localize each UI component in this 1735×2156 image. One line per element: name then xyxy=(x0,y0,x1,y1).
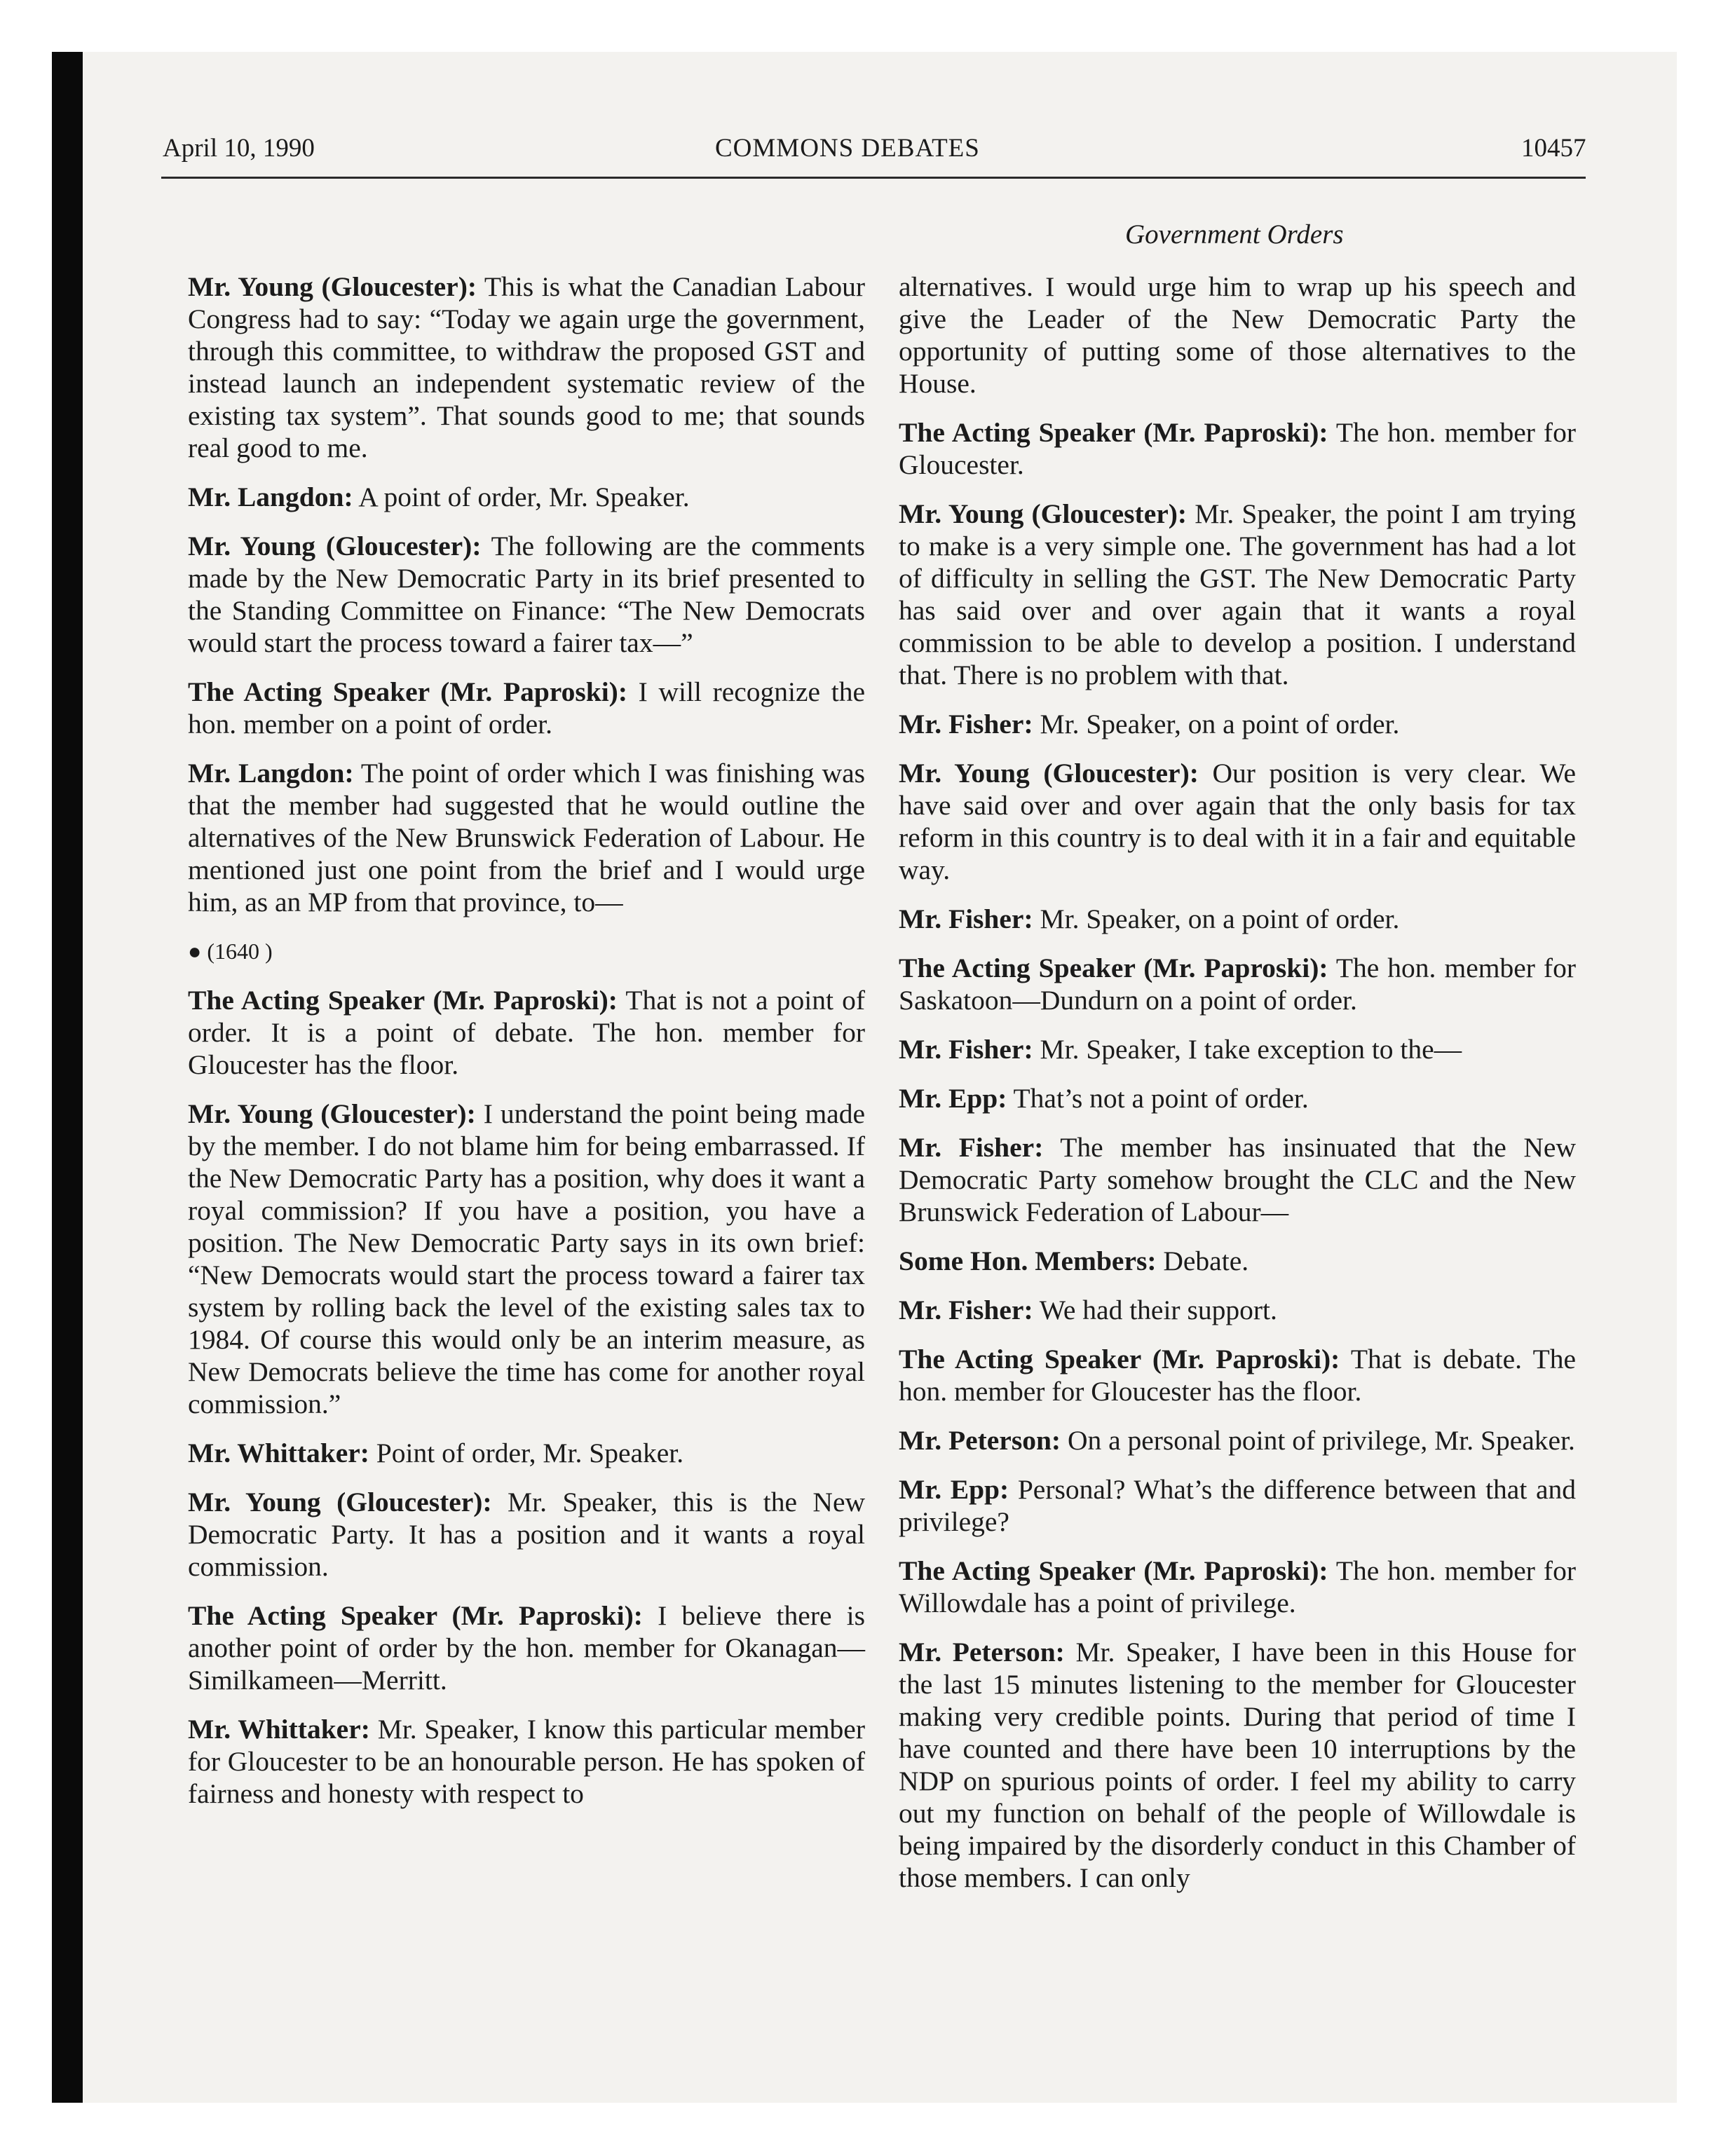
speech-text: The member has insinuated that the New Democratic Party somehow brought the CLC and the New Brunswick Federation of Labour— xyxy=(899,1132,1576,1227)
header-title: COMMONS DEBATES xyxy=(715,134,980,163)
speech-text: alternatives. I would urge him to wrap up his speech and give the Leader of the New Democratic Party the opportunity of putting some of those alternatives to the House. xyxy=(899,271,1576,399)
speaker-name: Mr. Epp: xyxy=(899,1474,1009,1505)
speech-text: Mr. Speaker, I know this particular member for Gloucester to be an honourable person. He has spoken of fairness and honesty with respect to xyxy=(188,1714,865,1809)
speaker-name: Mr. Langdon: xyxy=(188,482,353,512)
left-column xyxy=(188,271,865,1827)
speech-text: Personal? What’s the difference between that and privilege? xyxy=(899,1474,1577,1537)
speech-paragraph xyxy=(188,1098,865,1420)
speech-paragraph xyxy=(899,1555,1576,1619)
speech-paragraph xyxy=(188,676,865,740)
speech-text: Debate. xyxy=(1156,1246,1249,1276)
speech-paragraph xyxy=(899,1636,1576,1894)
speaker-name: The Acting Speaker (Mr. Paproski): xyxy=(899,953,1328,983)
speaker-name: Mr. Peterson: xyxy=(899,1425,1061,1456)
speech-text: That’s not a point of order. xyxy=(1007,1083,1309,1114)
speech-paragraph xyxy=(188,757,865,918)
speech-text: On a personal point of privilege, Mr. Speaker. xyxy=(1061,1425,1575,1456)
speaker-name: Mr. Peterson: xyxy=(899,1637,1065,1667)
speech-paragraph xyxy=(899,271,1576,400)
speech-paragraph xyxy=(899,903,1576,935)
speech-paragraph xyxy=(899,1473,1576,1538)
speaker-name: The Acting Speaker (Mr. Paproski): xyxy=(899,417,1328,448)
speech-text: Our position is very clear. We have said over and over again that the only basis for tax reform in this country is to deal with it in a fair and equitable way. xyxy=(899,758,1576,885)
speech-paragraph xyxy=(899,1424,1576,1456)
speech-text: That is debate. The hon. member for Gloucester has the floor. xyxy=(899,1344,1576,1407)
speech-text: Mr. Speaker, I have been in this House for the last 15 minutes listening to the member for Gloucester making very credible points. During that period of time I have counted and there have been 10 interruptions by the NDP on spurious points of order. I feel my ability to carry out my function on behalf of the people of Willowdale is being impaired by the disorderly conduct in this Chamber of those members. I can only xyxy=(899,1637,1576,1893)
speaker-name: Mr. Fisher: xyxy=(899,709,1033,739)
speech-text: A point of order, Mr. Speaker. xyxy=(353,482,690,512)
binding-edge xyxy=(52,52,83,2103)
speaker-name: Mr. Young (Gloucester): xyxy=(899,758,1199,789)
speech-text: The following are the comments made by the New Democratic Party in its brief presented to the Standing Committee on Finance: “The New Democrats would start the process toward a fairer tax—” xyxy=(188,531,865,658)
speech-paragraph xyxy=(899,1343,1576,1407)
speech-text: The hon. member for Gloucester. xyxy=(899,417,1576,480)
speech-text: Mr. Speaker, on a point of order. xyxy=(1033,903,1400,934)
speech-paragraph xyxy=(899,1082,1576,1114)
speech-text: Mr. Speaker, this is the New Democratic Party. It has a position and it wants a royal commission. xyxy=(188,1487,865,1582)
speaker-name: Mr. Fisher: xyxy=(899,1132,1044,1163)
speech-text: Mr. Speaker, the point I am trying to make is a very simple one. The government has had a lot of difficulty in selling the GST. The New Democratic Party has said over and over again that it wants a royal commission to be able to develop a position. I understand that. There is no problem with that. xyxy=(899,498,1577,690)
speech-paragraph xyxy=(188,984,865,1081)
speaker-name: Mr. Young (Gloucester): xyxy=(188,1487,492,1517)
speech-paragraph xyxy=(899,498,1576,691)
speaker-name: Mr. Young (Gloucester): xyxy=(188,271,477,302)
speaker-name: Mr. Whittaker: xyxy=(188,1438,369,1468)
speech-paragraph xyxy=(899,1294,1576,1326)
speech-text: Point of order, Mr. Speaker. xyxy=(369,1438,684,1468)
speaker-name: The Acting Speaker (Mr. Paproski): xyxy=(188,985,618,1016)
speech-paragraph xyxy=(899,1131,1576,1228)
speaker-name: The Acting Speaker (Mr. Paproski): xyxy=(899,1555,1328,1586)
speaker-name: Mr. Langdon: xyxy=(188,758,354,789)
timestamp-marker xyxy=(188,935,865,967)
speaker-name: Mr. Fisher: xyxy=(899,903,1033,934)
speech-text: I understand the point being made by the member. I do not blame him for being embarrassed. If the New Democratic Party has a position, why does it want a royal commission? If you have a position, you have a position. The New Democratic Party says in its own brief: “New Democrats would start the process toward a fairer tax system by rolling back the level of the existing sales tax to 1984. Of course this would only be an interim measure, as New Democrats believe the time has come for another royal commission.” xyxy=(188,1098,865,1419)
speech-paragraph xyxy=(899,1245,1576,1277)
speech-text: Mr. Speaker, on a point of order. xyxy=(1033,709,1400,739)
speaker-name: The Acting Speaker (Mr. Paproski): xyxy=(899,1344,1340,1374)
bullet-icon: ● xyxy=(188,939,207,964)
header-rule xyxy=(161,177,1586,179)
speaker-name: The Acting Speaker (Mr. Paproski): xyxy=(188,1600,643,1631)
speech-text: That is not a point of order. It is a point of debate. The hon. member for Gloucester has the floor. xyxy=(188,985,865,1080)
speech-paragraph xyxy=(188,530,865,659)
speaker-name: Mr. Whittaker: xyxy=(188,1714,370,1745)
speaker-name: The Acting Speaker (Mr. Paproski): xyxy=(188,676,627,707)
speech-paragraph xyxy=(188,1713,865,1810)
page-number: 10457 xyxy=(1521,134,1586,163)
speaker-name: Mr. Epp: xyxy=(899,1083,1007,1114)
section-heading: Government Orders xyxy=(1125,219,1344,250)
speech-paragraph xyxy=(188,1599,865,1696)
timestamp-text: (1640 ) xyxy=(207,939,273,964)
speech-paragraph xyxy=(188,271,865,464)
speech-paragraph xyxy=(188,1437,865,1469)
speaker-name: Mr. Young (Gloucester): xyxy=(188,1098,476,1129)
speech-text: This is what the Canadian Labour Congress had to say: “Today we again urge the government, through this committee, to withdraw the proposed GST and instead launch an independent systematic review of the existing tax system”. That sounds good to me; that sounds real good to me. xyxy=(188,271,865,463)
speech-paragraph xyxy=(188,1486,865,1583)
right-column xyxy=(899,271,1576,1911)
speech-text: We had their support. xyxy=(1033,1295,1277,1325)
header-date: April 10, 1990 xyxy=(163,134,315,163)
speaker-name: Mr. Fisher: xyxy=(899,1034,1033,1065)
speech-paragraph xyxy=(899,952,1576,1016)
speaker-name: Mr. Young (Gloucester): xyxy=(188,531,482,561)
speech-text: Mr. Speaker, I take exception to the— xyxy=(1033,1034,1462,1065)
speech-paragraph xyxy=(188,481,865,513)
speaker-name: Mr. Fisher: xyxy=(899,1295,1033,1325)
speech-text: The hon. member for Saskatoon—Dundurn on a point of order. xyxy=(899,953,1576,1016)
speech-paragraph xyxy=(899,757,1576,886)
speech-text: I believe there is another point of order by the hon. member for Okanagan—Similkameen—Merritt. xyxy=(188,1600,865,1696)
speech-text: The hon. member for Willowdale has a point of privilege. xyxy=(899,1555,1576,1618)
speaker-name: Some Hon. Members: xyxy=(899,1246,1157,1276)
speech-paragraph xyxy=(899,708,1576,740)
speech-text: I will recognize the hon. member on a point of order. xyxy=(188,676,865,739)
speech-text: The point of order which I was finishing was that the member had suggested that he would outline the alternatives of the New Brunswick Federation of Labour. He mentioned just one point from the brief and I would urge him, as an MP from that province, to— xyxy=(188,758,865,917)
speaker-name: Mr. Young (Gloucester): xyxy=(899,498,1188,529)
speech-paragraph xyxy=(899,416,1576,481)
speech-paragraph xyxy=(899,1033,1576,1065)
